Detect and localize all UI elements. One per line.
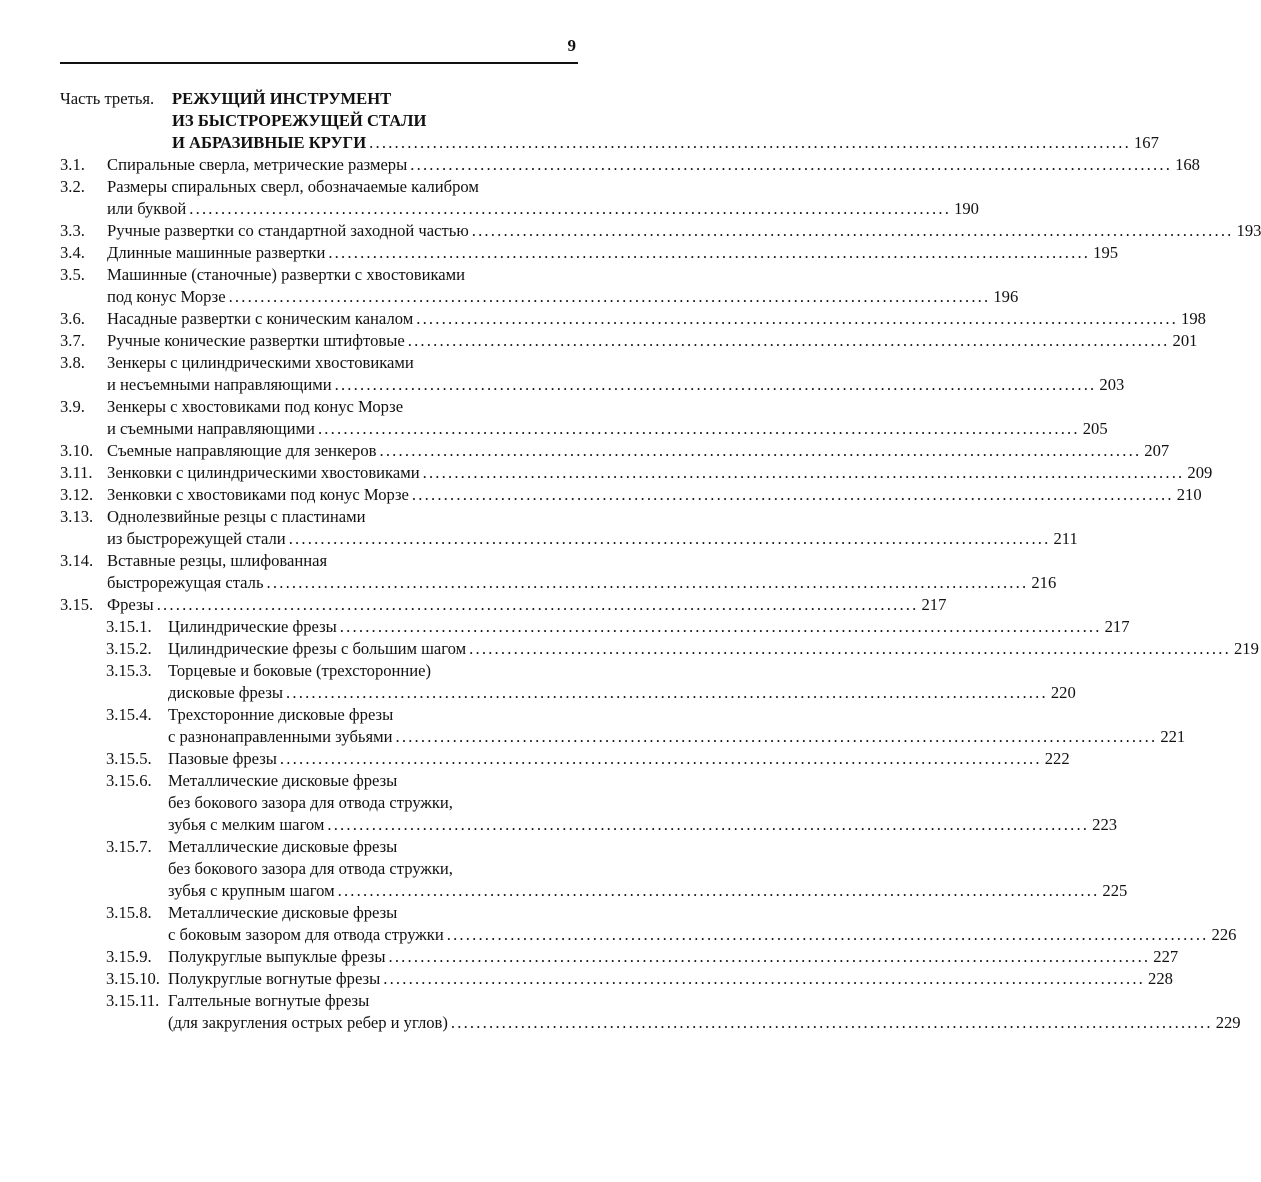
entry-title: без бокового зазора для отвода стружки, [168, 793, 453, 812]
toc-line[interactable] [60, 462, 1213, 484]
entry-page-number: 168 [1175, 155, 1200, 174]
toc-line[interactable] [60, 154, 1200, 176]
toc-line [60, 990, 578, 1012]
entry-number: 3.9. [60, 397, 85, 416]
entry-title: под конус Морзе [107, 287, 226, 306]
entry-page-number: 219 [1233, 639, 1259, 658]
leader-dots: ........................................................................................................................ [450, 1013, 1213, 1032]
entry-page-number: 209 [1187, 463, 1213, 482]
entry-title: с боковым зазором для отвода стружки [168, 925, 444, 944]
entry-title: Цилиндрические фрезы [168, 617, 337, 636]
toc-line[interactable] [60, 418, 1108, 440]
entry-number: 3.1. [60, 155, 85, 174]
entry-number: 3.15.4. [106, 705, 152, 724]
leader-dots: ........................................................................................................................ [317, 419, 1080, 438]
entry-page-number: 211 [1053, 529, 1078, 548]
leader-dots: ........................................................................................................................ [156, 595, 919, 614]
toc-line[interactable] [60, 946, 1179, 968]
entry-title: Торцевые и боковые (трехсторонние) [168, 661, 432, 680]
entry-title: или буквой [107, 199, 187, 218]
entry-number: 3.15.1. [106, 617, 152, 636]
entry-number: 3.11. [60, 463, 93, 482]
entry-title: Размеры спиральных сверл, обозначаемые калибром [107, 177, 479, 196]
leader-dots: ........................................................................................................................ [469, 639, 1231, 658]
entry-page-number: 220 [1050, 683, 1076, 702]
entry-title: и съемными направляющими [107, 419, 315, 438]
leader-dots: ........................................................................................................................ [279, 749, 1042, 768]
entry-title: Галтельные вогнутые фрезы [168, 991, 370, 1010]
entry-title: Длинные машинные развертки [107, 243, 326, 262]
entry-title: Зенкеры с хвостовиками под конус Морзе [107, 397, 404, 416]
entry-page-number: 223 [1092, 815, 1118, 834]
entry-title: Зенкеры с цилиндрическими хвостовиками [107, 353, 414, 372]
part-title-line: ИЗ БЫСТРОРЕЖУЩЕЙ СТАЛИ [172, 111, 427, 130]
toc-line[interactable] [60, 748, 1070, 770]
entry-number: 3.15.6. [106, 771, 152, 790]
toc-entries [60, 154, 1261, 1034]
entry-title: с разнонаправленными зубьями [168, 727, 393, 746]
leader-dots: ........................................................................................................................ [411, 485, 1174, 504]
entry-number: 3.8. [60, 353, 85, 372]
entry-title: Трехсторонние дисковые фрезы [168, 705, 394, 724]
toc-line[interactable] [60, 968, 1173, 990]
part-heading-line-1 [60, 88, 578, 110]
entry-page-number: 217 [921, 595, 947, 614]
entry-page-number: 196 [993, 287, 1019, 306]
entry-page-number: 198 [1181, 309, 1206, 328]
toc-line [60, 352, 578, 374]
toc-line[interactable] [60, 242, 1119, 264]
header-rule [60, 62, 578, 64]
entry-title: быстрорежущая сталь [107, 573, 264, 592]
entry-title: Фрезы [107, 595, 154, 614]
toc-line [60, 902, 578, 924]
toc-line [60, 836, 578, 858]
entry-title: без бокового зазора для отвода стружки, [168, 859, 453, 878]
entry-number: 3.15.10. [106, 969, 160, 988]
toc-line[interactable] [60, 638, 1259, 660]
entry-page-number: 217 [1104, 617, 1130, 636]
toc-line[interactable] [60, 198, 979, 220]
leader-dots: ........................................................................................................................ [410, 155, 1173, 174]
entry-title: Зенковки с цилиндрическими хвостовиками [107, 463, 420, 482]
part-prefix: Часть третья. [60, 89, 155, 108]
toc-line[interactable] [60, 286, 1019, 308]
toc-line[interactable] [60, 220, 1261, 242]
leader-dots: ........................................................................................................................ [286, 683, 1048, 702]
leader-dots: ........................................................................................................................ [383, 969, 1146, 988]
leader-dots: ........................................................................................................................ [388, 947, 1151, 966]
entry-title: Металлические дисковые фрезы [168, 771, 398, 790]
toc-line [60, 792, 578, 814]
leader-dots: ........................................................................................................................ [228, 287, 991, 306]
entry-title: Металлические дисковые фрезы [168, 837, 398, 856]
entry-page-number: 227 [1153, 947, 1179, 966]
entry-title: Полукруглые вогнутые фрезы [168, 969, 381, 988]
entry-page-number: 221 [1160, 727, 1186, 746]
entry-title: Спиральные сверла, метрические размеры [107, 155, 408, 174]
toc-line[interactable] [60, 484, 1202, 506]
entry-number: 3.5. [60, 265, 85, 284]
leader-dots: ........................................................................................................................ [369, 133, 1131, 152]
entry-title: из быстрорежущей стали [107, 529, 286, 548]
entry-page-number: 226 [1211, 925, 1237, 944]
part-page-number: 167 [1133, 133, 1159, 152]
entry-page-number: 201 [1172, 331, 1198, 350]
toc-line[interactable] [60, 726, 1186, 748]
part-heading-line-2 [60, 110, 578, 132]
leader-dots: ........................................................................................................................ [328, 243, 1091, 262]
entry-page-number: 216 [1031, 573, 1057, 592]
toc-line [60, 264, 578, 286]
entry-title: Ручные конические развертки штифтовые [107, 331, 405, 350]
leader-dots: ........................................................................................................................ [379, 441, 1142, 460]
leader-dots: ........................................................................................................................ [446, 925, 1209, 944]
entry-number: 3.12. [60, 485, 94, 504]
part-title-line: И АБРАЗИВНЫЕ КРУГИ [172, 133, 367, 152]
entry-page-number: 203 [1099, 375, 1125, 394]
toc-line[interactable] [60, 616, 1130, 638]
entry-number: 3.15.5. [106, 749, 152, 768]
entry-title: и несъемными направляющими [107, 375, 332, 394]
toc-line[interactable] [60, 924, 1237, 946]
entry-title: Машинные (станочные) развертки с хвостовиками [107, 265, 466, 284]
toc-line[interactable] [60, 528, 1078, 550]
entry-page-number: 225 [1102, 881, 1128, 900]
entry-title: зубья с мелким шагом [168, 815, 325, 834]
entry-title: Ручные развертки со стандартной заходной частью [107, 221, 469, 240]
toc-line [60, 704, 578, 726]
entry-number: 3.6. [60, 309, 85, 328]
entry-number: 3.7. [60, 331, 85, 350]
entry-number: 3.14. [60, 551, 94, 570]
leader-dots: ........................................................................................................................ [407, 331, 1170, 350]
toc-line[interactable] [60, 814, 1118, 836]
entry-page-number: 190 [954, 199, 979, 218]
toc-line [60, 858, 578, 880]
entry-page-number: 207 [1144, 441, 1170, 460]
entry-title: Однолезвийные резцы с пластинами [107, 507, 366, 526]
entry-number: 3.15.3. [106, 661, 152, 680]
toc-line[interactable] [60, 1012, 1241, 1034]
entry-page-number: 210 [1176, 485, 1202, 504]
toc-line[interactable] [60, 374, 1125, 396]
entry-number: 3.2. [60, 177, 85, 196]
toc-line [60, 550, 578, 572]
entry-title: дисковые фрезы [168, 683, 284, 702]
leader-dots: ........................................................................................................................ [416, 309, 1179, 328]
entry-title: Съемные направляющие для зенкеров [107, 441, 377, 460]
entry-number: 3.3. [60, 221, 85, 240]
entry-title: зубья с крупным шагом [168, 881, 335, 900]
toc-line[interactable] [60, 682, 1076, 704]
entry-title: Пазовые фрезы [168, 749, 277, 768]
entry-number: 3.15. [60, 595, 94, 614]
toc-line[interactable] [60, 330, 1198, 352]
toc-line [60, 396, 578, 418]
leader-dots: ........................................................................................................................ [266, 573, 1029, 592]
toc-line[interactable] [60, 308, 1206, 330]
toc-line[interactable] [60, 572, 1057, 594]
entry-title: Зенковки с хвостовиками под конус Морзе [107, 485, 409, 504]
leader-dots: ........................................................................................................................ [189, 199, 952, 218]
entry-title: (для закругления острых ребер и углов) [168, 1013, 448, 1032]
entry-page-number: 222 [1044, 749, 1070, 768]
entry-number: 3.15.2. [106, 639, 152, 658]
toc-line[interactable] [60, 440, 1170, 462]
entry-number: 3.15.8. [106, 903, 152, 922]
toc-line[interactable] [60, 594, 947, 616]
entry-number: 3.15.9. [106, 947, 152, 966]
entry-page-number: 205 [1082, 419, 1108, 438]
page-number: 9 [567, 36, 576, 55]
part-title-line: РЕЖУЩИЙ ИНСТРУМЕНТ [172, 89, 392, 108]
entry-title: Металлические дисковые фрезы [168, 903, 398, 922]
leader-dots: ........................................................................................................................ [339, 617, 1102, 636]
leader-dots: ........................................................................................................................ [334, 375, 1097, 394]
toc-line [60, 770, 578, 792]
toc-line [60, 176, 578, 198]
entry-page-number: 229 [1215, 1013, 1241, 1032]
entry-page-number: 195 [1093, 243, 1119, 262]
toc-line [60, 660, 578, 682]
leader-dots: ........................................................................................................................ [337, 881, 1100, 900]
entry-number: 3.13. [60, 507, 94, 526]
leader-dots: ........................................................................................................................ [288, 529, 1051, 548]
entry-title: Полукруглые выпуклые фрезы [168, 947, 386, 966]
leader-dots: ........................................................................................................................ [327, 815, 1090, 834]
entry-number: 3.15.7. [106, 837, 152, 856]
entry-page-number: 228 [1148, 969, 1173, 988]
entry-page-number: 193 [1236, 221, 1261, 240]
toc-line [60, 506, 578, 528]
leader-dots: ........................................................................................................................ [395, 727, 1158, 746]
entry-title: Вставные резцы, шлифованная [107, 551, 328, 570]
entry-number: 3.4. [60, 243, 85, 262]
entry-number: 3.10. [60, 441, 94, 460]
entry-title: Насадные развертки с коническим каналом [107, 309, 414, 328]
part-heading-line-3[interactable] [60, 132, 1159, 154]
toc-line[interactable] [60, 880, 1128, 902]
entry-title: Цилиндрические фрезы с большим шагом [168, 639, 467, 658]
entry-number: 3.15.11. [106, 991, 160, 1010]
leader-dots: ........................................................................................................................ [422, 463, 1185, 482]
table-of-contents [60, 88, 1261, 1034]
leader-dots: ........................................................................................................................ [471, 221, 1234, 240]
